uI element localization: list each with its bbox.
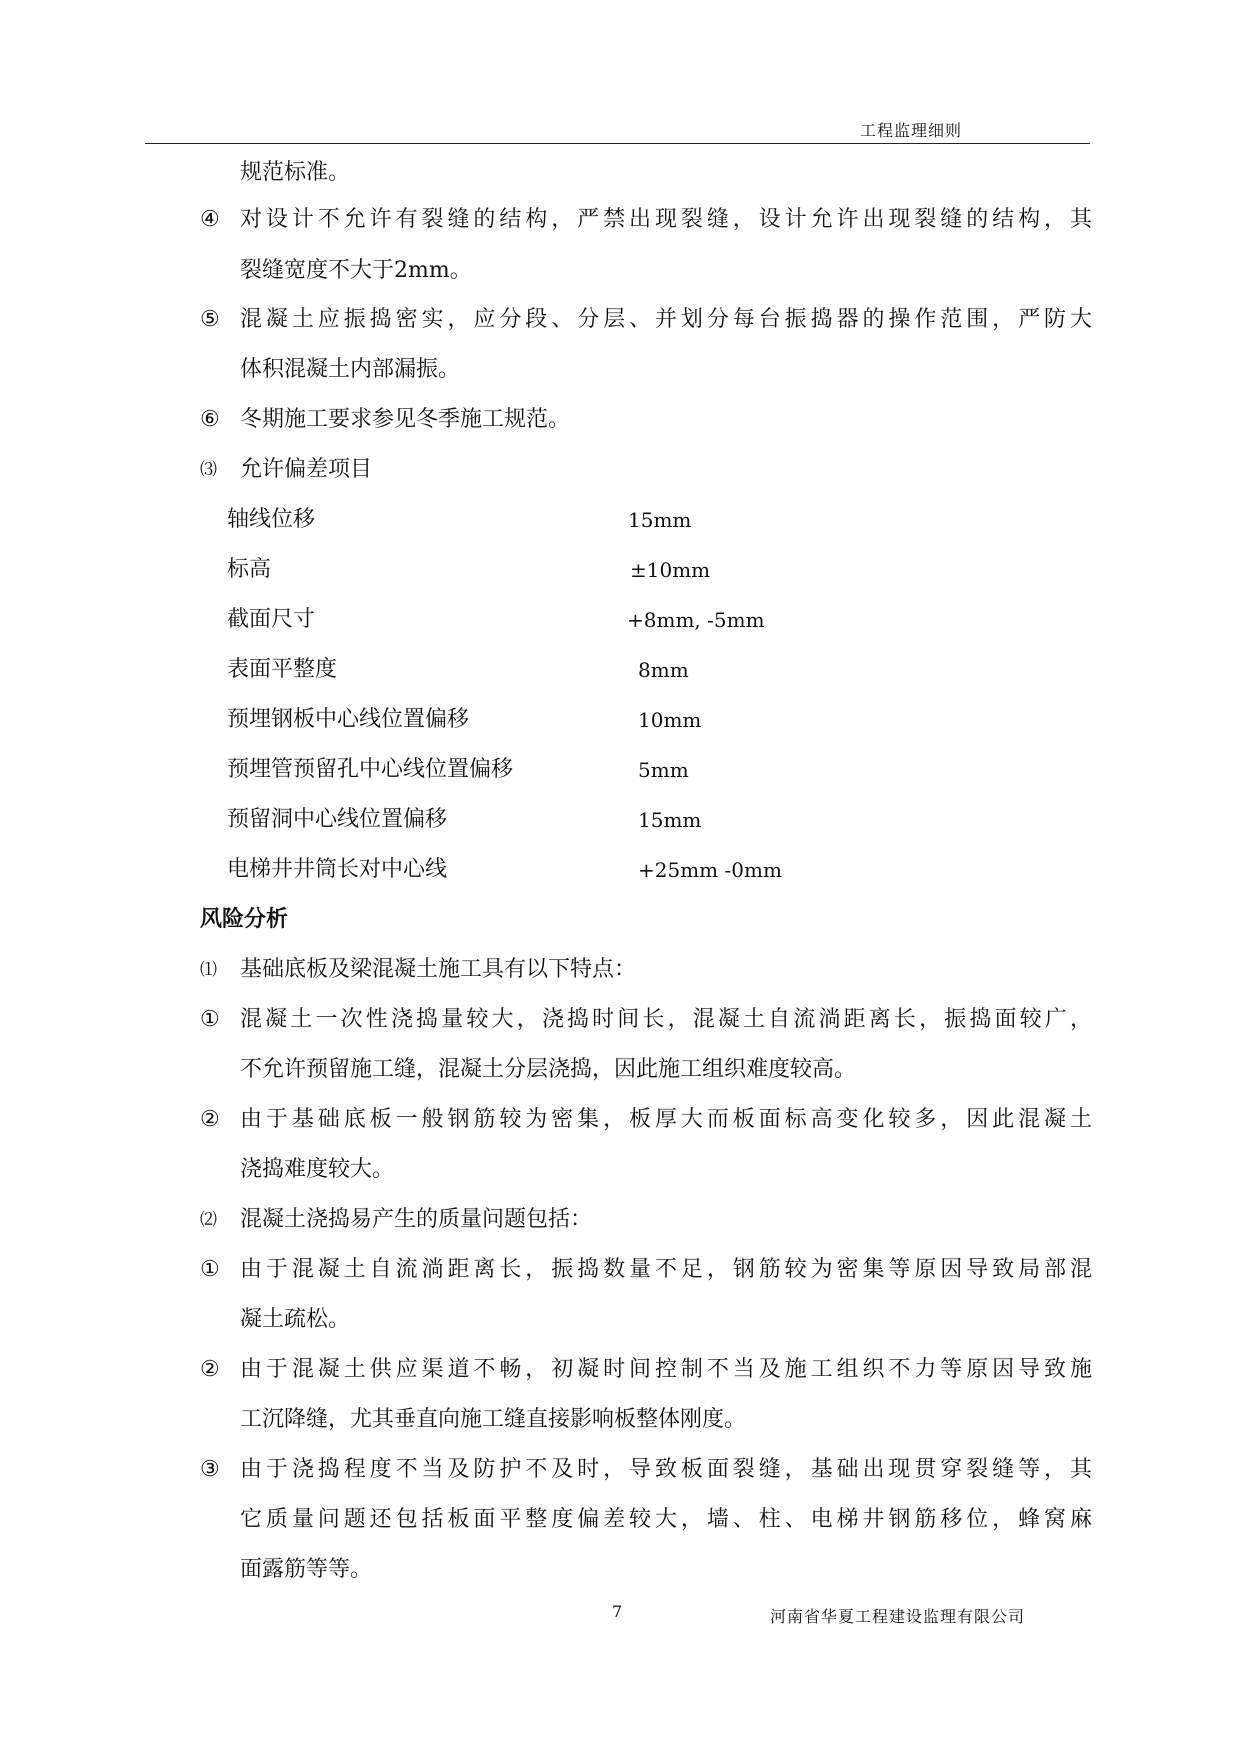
item-text-line: 工沉降缝，尤其垂直向施工缝直接影响板整体刚度。 [240,1407,747,1432]
tolerance-value: 5mm [638,758,689,782]
tolerance-label: 标高 [227,557,272,582]
section-title: 混凝土浇捣易产生的质量问题包括： [240,1207,593,1232]
item-text-line: 体积混凝土内部漏振。 [240,357,461,382]
item-text-line: 冬期施工要求参见冬季施工规范。 [240,407,571,432]
header-divider [145,143,1090,144]
item-marker: ⑥ [200,407,220,432]
item-text-line: 不允许预留施工缝，混凝土分层浇捣，因此施工组织难度较高。 [240,1057,857,1082]
item-text-line: 由于混凝土自流淌距离长，振捣数量不足，钢筋较为密集等原因导致局部混 [240,1257,1092,1282]
item-text-line: 它质量问题还包括板面平整度偏差较大，墙、柱、电梯井钢筋移位，蜂窝麻 [240,1507,1092,1532]
section-marker: ⑵ [200,1210,217,1230]
item-text-line: 凝土疏松。 [240,1307,351,1332]
tolerance-label: 截面尺寸 [227,607,316,632]
tolerance-value: ±10mm [630,558,711,582]
tolerance-value: +8mm, -5mm [627,608,765,632]
continuation-text: 规范标准。 [240,160,351,185]
tolerance-label: 预埋钢板中心线位置偏移 [227,707,470,732]
item-marker: ② [200,1357,220,1382]
item-text-line: 由于混凝土供应渠道不畅，初凝时间控制不当及施工组织不力等原因导致施 [240,1357,1092,1382]
tolerance-value: 8mm [638,658,689,682]
item-text-line: 对设计不允许有裂缝的结构，严禁出现裂缝，设计允许出现裂缝的结构，其 [240,207,1092,232]
item-marker: ② [200,1107,220,1132]
item-marker: ④ [200,207,220,232]
risk-heading: 风险分析 [200,907,289,932]
tolerance-label: 轴线位移 [227,507,316,532]
footer-company: 河南省华夏工程建设监理有限公司 [770,1607,1026,1626]
item-text-line: 裂缝宽度不大于2mm。 [240,258,472,283]
section-marker: ⑴ [200,960,217,980]
section-title: 允许偏差项目 [240,457,373,482]
tolerance-value: 10mm [638,708,702,732]
item-text-line: 混凝土应振捣密实，应分段、分层、并划分每台振捣器的操作范围，严防大 [240,307,1092,332]
tolerance-label: 预留洞中心线位置偏移 [227,807,448,832]
tolerance-label: 表面平整度 [227,657,338,682]
tolerance-label: 电梯井井筒长对中心线 [227,857,448,882]
section-title: 基础底板及梁混凝土施工具有以下特点： [240,957,637,982]
item-text-line: 混凝土一次性浇捣量较大，浇捣时间长，混凝土自流淌距离长，振捣面较广， [240,1007,1092,1032]
tolerance-value: 15mm [628,508,692,532]
item-text-line: 由于基础底板一般钢筋较为密集，板厚大而板面标高变化较多，因此混凝土 [240,1107,1092,1132]
tolerance-label: 预埋管预留孔中心线位置偏移 [227,757,514,782]
tolerance-value: 15mm [638,808,702,832]
item-marker: ③ [200,1457,220,1482]
item-marker: ① [200,1257,220,1282]
item-marker: ⑤ [200,307,220,332]
item-text-line: 面露筋等等。 [240,1557,373,1582]
section-marker: ⑶ [200,460,217,480]
tolerance-value: +25mm -0mm [638,858,782,882]
item-marker: ① [200,1007,220,1032]
item-text-line: 浇捣难度较大。 [240,1157,395,1182]
item-text-line: 由于浇捣程度不当及防护不及时，导致板面裂缝，基础出现贯穿裂缝等，其 [240,1457,1092,1482]
header-title: 工程监理细则 [860,121,963,140]
page-number: 7 [612,1602,623,1621]
